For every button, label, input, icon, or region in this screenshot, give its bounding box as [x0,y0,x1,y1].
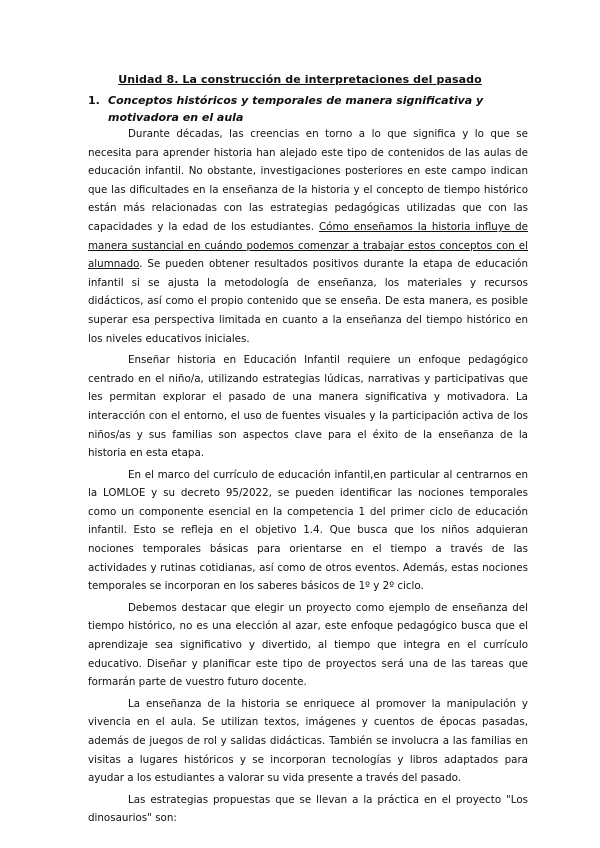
section-heading-text: Conceptos históricos y temporales de manera significativa y motivadora en el aula [108,94,484,124]
paragraph-5: La enseñanza de la historia se enriquece al promover la manipulación y vivencia en el aula. Se utilizan textos, imágenes y cuentos de épocas pasadas, además de juegos de rol y salidas didácticas. También se involucra a las familias en visitas a lugares históricos y se incorporan tecnologías y libros adaptados para ayudar a los estudiantes a valorar su vida presente a través del pasado. [88,697,528,785]
unit-title: Unidad 8. La construcción de interpretaciones del pasado [118,73,482,86]
underlined-sentence: Cómo enseñamos la historia influye de manera sustancial en cuándo podemos comenzar a trabajar estos conceptos con el alumnado [88,220,528,271]
paragraph-2: Enseñar historia en Educación Infantil requiere un enfoque pedagógico centrado en el niño/a, utilizando estrategias lúdicas, narrativas y participativas que les permitan explorar el pasado de una manera significativa y motivadora. La interacción con el entorno, el uso de fuentes visuales y la participación activa de los niños/as y sus familias son aspectos clave para el éxito de la enseñanza de la historia en esta etapa. [88,354,528,460]
section-number: 1. [88,94,100,107]
document-body [88,125,528,828]
paragraph-1-continuation: . Se pueden obtener resultados positivos durante la etapa de educación infantil si se ajusta la metodología de enseñanza, los materiales y recursos didácticos, así como el propio contenido que se enseña. De esta manera, es posible superar esa perspectiva limitada en cuanto a la enseñanza del tiempo histórico en los niveles educativos iniciales. [88,258,528,345]
paragraph-1 [88,125,528,348]
paragraph-6: Las estrategias propuestas que se llevan a la práctica en el proyecto "Los dinosaurios" son: [88,793,528,825]
paragraph-1-text: Durante décadas, las creencias en torno a lo que significa y lo que se necesita para aprender historia han alejado este tipo de contenidos de las aulas de educación infantil. No obstante, investigaciones posteriores en este campo indican que las dificultades en la enseñanza de la historia y el concepto de tiempo histórico están más relacionadas con las estrategias pedagógicas utilizadas que con las capacidades y la edad de los estudiantes. [88,128,528,233]
paragraph-4: Debemos destacar que elegir un proyecto como ejemplo de enseñanza del tiempo histórico, no es una elección al azar, este enfoque pedagógico busca que el aprendizaje sea significativo y divertido, al tiempo que integra en el currículo educativo. Diseñar y planificar este tipo de proyectos será una de las tareas que formarán parte de vuestro futuro docente. [88,601,528,689]
section-heading [88,92,528,126]
paragraph-3: En el marco del currículo de educación infantil,en particular al centrarnos en la LOMLOE y su decreto 95/2022, se pueden identificar las nociones temporales como un componente esencial en la competencia 1 del primer ciclo de educación infantil. Esto se refleja en el objetivo 1.4. Que busca que los niños adquieran nociones temporales básicas para orientarse en el tiempo a través de las actividades y rutinas cotidianas, así como de otros eventos. Además, estas nociones temporales se incorporan en los saberes básicos de 1º y 2º ciclo. [88,468,528,593]
